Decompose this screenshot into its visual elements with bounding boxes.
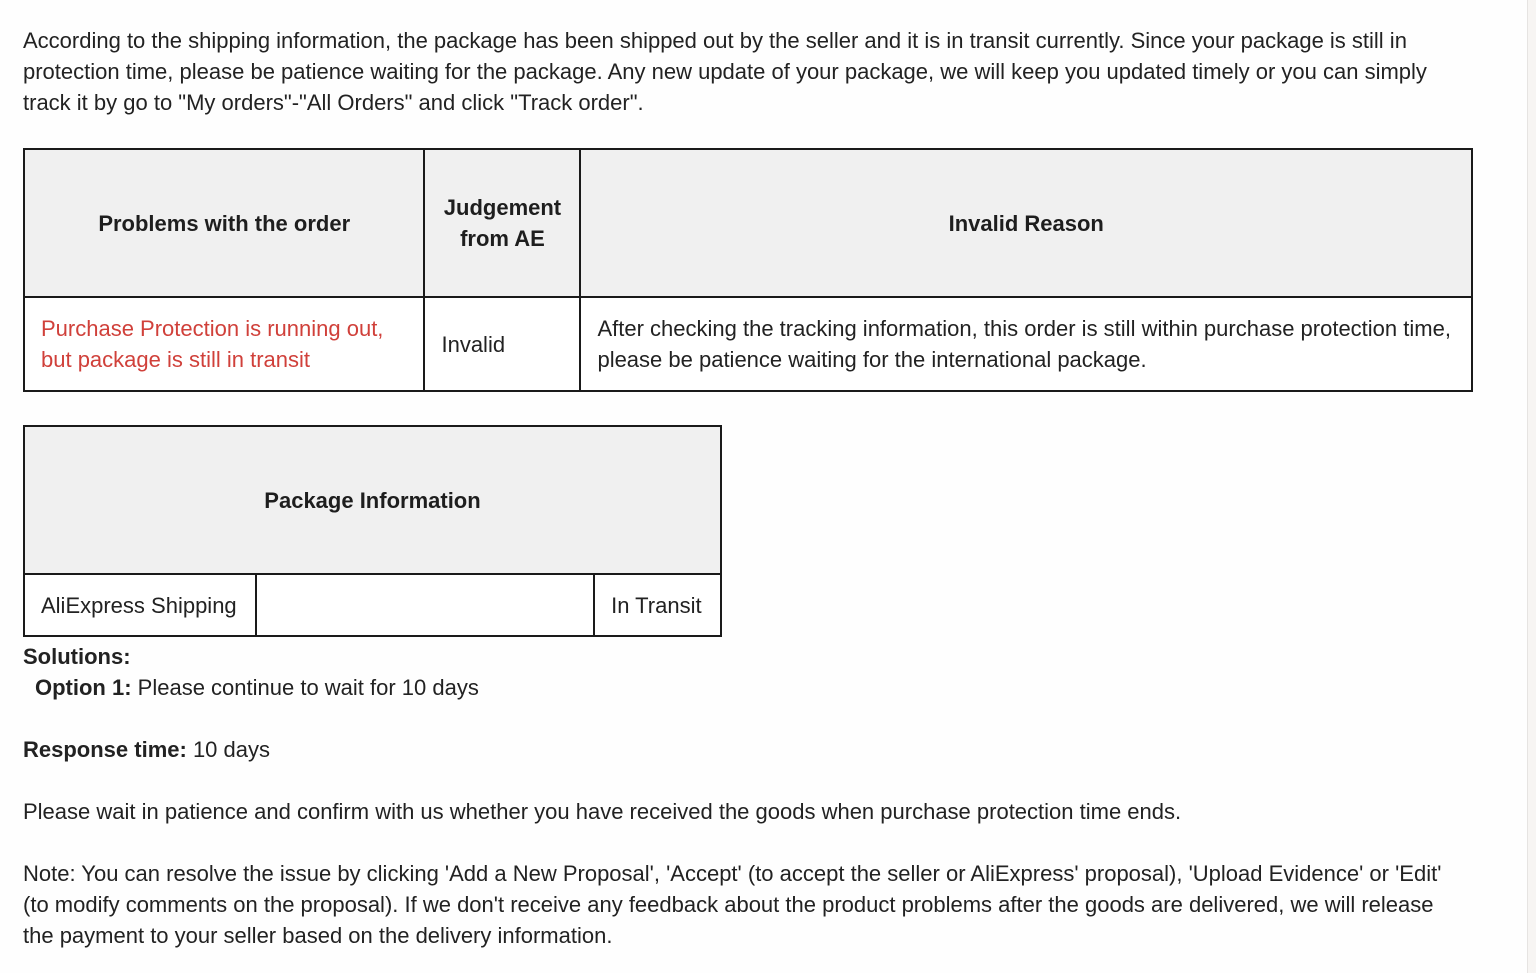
package-information-table	[23, 425, 722, 637]
response-time-label: Response time:	[23, 737, 187, 762]
carrier-cell: AliExpress Shipping	[24, 574, 256, 636]
table-row	[24, 297, 1472, 391]
problems-table	[23, 148, 1473, 392]
table-row	[24, 574, 721, 636]
solution-option	[23, 672, 479, 703]
judgement-cell: Invalid	[424, 297, 580, 391]
header-problems: Problems with the order	[24, 149, 424, 297]
tracking-number-cell	[256, 574, 595, 636]
note-paragraph: Note: You can resolve the issue by clicking 'Add a New Proposal', 'Accept' (to accept the seller or AliExpress' proposal), 'Upload Evidence' or 'Edit' (to modify comments on the proposal). If we don't receive any feedback about the product problems after the goods are delivered, we will release the payment to your seller based on the delivery information.	[23, 861, 1442, 948]
header-invalid-reason: Invalid Reason	[580, 149, 1472, 297]
solutions-section	[23, 641, 479, 703]
shipping-status-cell: In Transit	[594, 574, 721, 636]
solutions-heading: Solutions:	[23, 644, 131, 669]
package-table-header-row	[24, 426, 721, 574]
problem-cell: Purchase Protection is running out, but package is still in transit	[24, 297, 424, 391]
option-text: Please continue to wait for 10 days	[131, 675, 479, 700]
header-package-information: Package Information	[24, 426, 721, 574]
response-time	[23, 734, 270, 765]
reason-cell: After checking the tracking information, this order is still within purchase protection time, please be patience waiting for the international package.	[580, 297, 1472, 391]
problems-table-header-row	[24, 149, 1472, 297]
header-judgement: Judgement from AE	[424, 149, 580, 297]
scrollbar-track[interactable]	[1527, 0, 1536, 973]
intro-paragraph: According to the shipping information, the package has been shipped out by the seller and it is in transit currently. Since your package is still in protection time, please be patience waiting for the package. Any new update of your package, we will keep you updated timely or you can simply track it by go to "My orders"-"All Orders" and click "Track order".	[23, 28, 1427, 115]
option-label: Option 1:	[35, 675, 132, 700]
wait-message: Please wait in patience and confirm with us whether you have received the goods when purchase protection time ends.	[23, 799, 1182, 824]
response-time-value: 10 days	[186, 737, 270, 762]
